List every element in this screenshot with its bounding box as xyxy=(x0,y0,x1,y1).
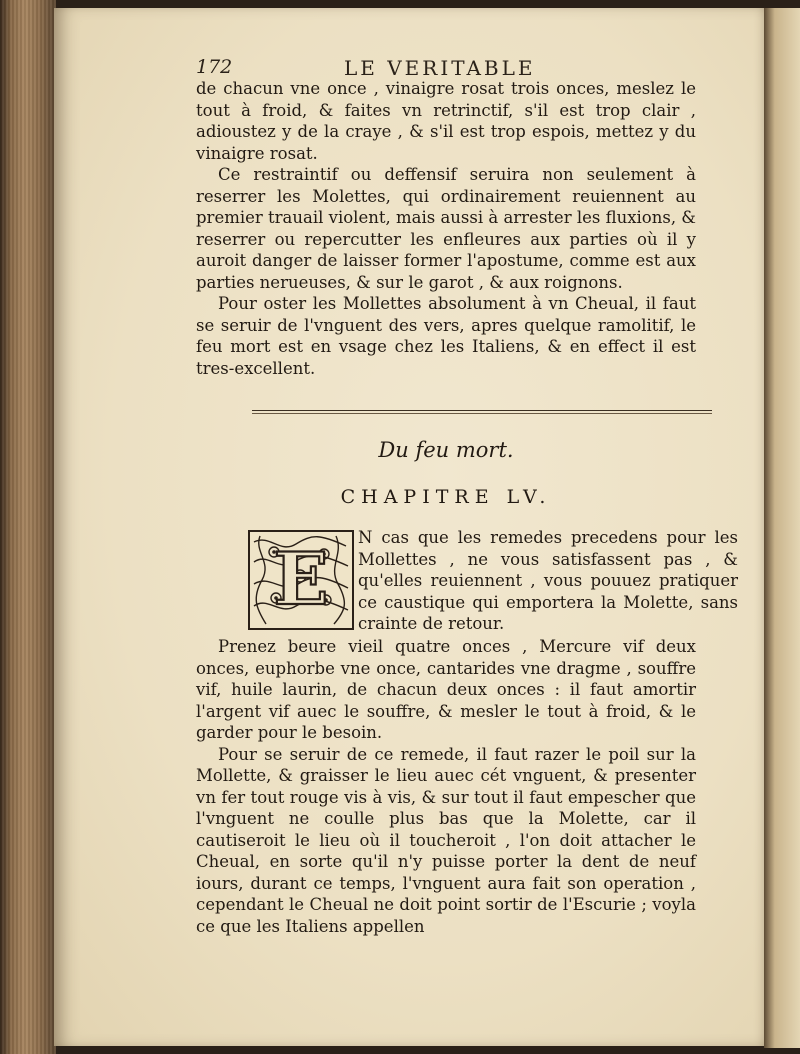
paragraph: Ce restraintif ou deffensif seruira non seulement à reserrer les Molettes, qui ordinairement reuiennent au premier trauail violent, mais aussi à arrester les fluxions, & reserrer ou repercutter les enfleures aux parties où il y auroit danger de laisser former l'apostume, comme est aux parties nerueuses, & sur le garot , & aux roignons. xyxy=(196,165,696,292)
book-binding xyxy=(0,0,56,1054)
drop-cap-ornament xyxy=(248,530,354,630)
chapter-number: CHAPITRE LV. xyxy=(340,486,552,508)
facing-page-edge xyxy=(764,8,800,1048)
paragraph: N cas que les remedes precedens pour les Mollettes , ne vous satisfassent pas , & qu'elles reuiennent , vous pouuez pratiquer ce caustique qui emportera la Molette, sans crainte de retour. xyxy=(358,528,738,633)
paragraph: Pour oster les Mollettes absolument à vn Cheual, il faut se seruir de l'vnguent des vers, apres quelque ramolitif, le feu mort est en vsage chez les Italiens, & en effect il est tres-excellent. xyxy=(196,294,696,378)
paragraph: de chacun vne once , vinaigre rosat trois onces, meslez le tout à froid, & faites vn retrinctif, s'il est trop clair , adioustez y de la craye , & s'il est trop espois, mettez y du vinaigre rosat. xyxy=(196,79,696,163)
drop-cap-letter: E xyxy=(273,536,329,621)
paragraph: Pour se seruir de ce remede, il faut razer le poil sur la Mollette, & graisser le lieu auec cét vnguent, & presenter vn fer tout rouge vis à vis, & sur tout il faut empescher que l'vnguent ne coulle plus bas que la Molette, car il cautiseroit le lieu où il toucheroit , l'on doit attacher le Cheual, en sorte qu'il n'y puisse porter la dent de neuf iours, durant ce temps, l'vnguent aura fait son operation , cependant le Cheual ne doit point sortir de l'Escurie ; voyla ce que les Italiens appellen xyxy=(196,744,696,936)
section-divider xyxy=(252,410,712,411)
paragraph: Prenez beure vieil quatre onces , Mercure vif deux onces, euphorbe vne once, cantarides vne dragme , souffre vif, huile laurin, de chacun deux onces : il faut amortir l'argent vif auec le souffre, & mesler le tout à froid, & le garder pour le besoin. xyxy=(196,637,696,742)
section-divider-thin xyxy=(252,413,712,414)
page-number: 172 xyxy=(196,56,233,78)
floral-ornament-icon xyxy=(250,532,352,628)
chapter-heading: Du feu mort. xyxy=(378,438,514,462)
section-1-text xyxy=(196,78,696,379)
running-title: LE VERITABLE xyxy=(344,56,536,80)
chapter-body-text xyxy=(196,636,696,937)
chapter-opening-text xyxy=(358,527,738,635)
